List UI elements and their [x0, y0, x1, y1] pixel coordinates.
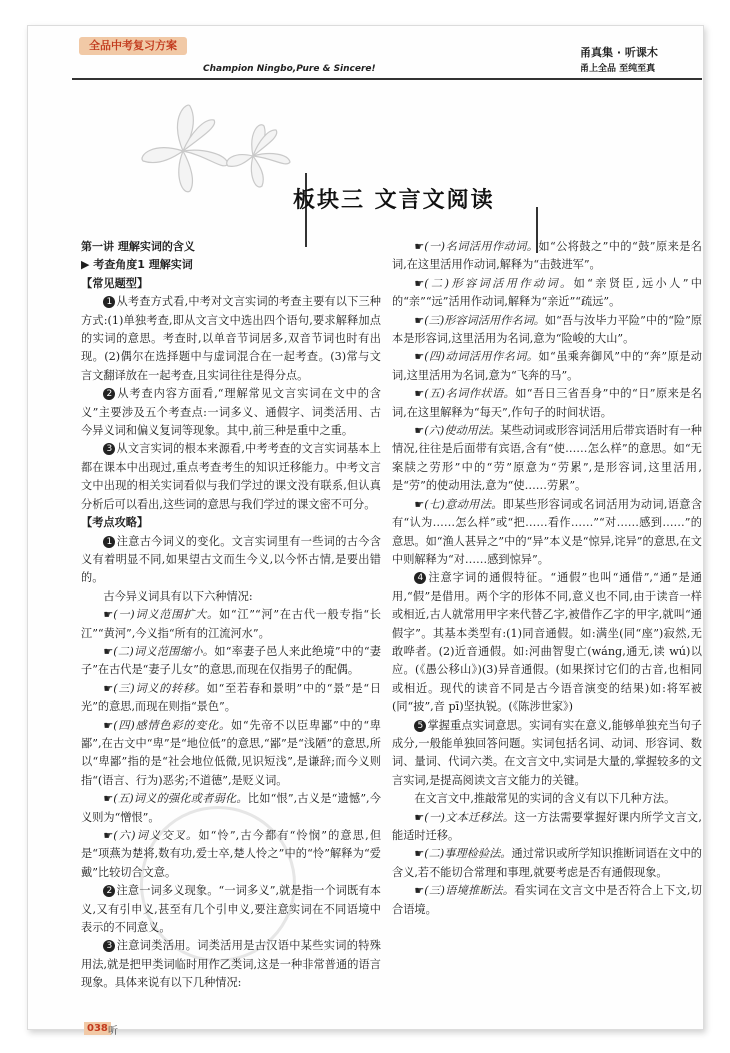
page-word: 听	[108, 1026, 118, 1037]
flower-decoration	[128, 96, 298, 206]
hand-pointer-icon: ☛	[414, 387, 425, 401]
left-column	[81, 238, 381, 993]
header-rule	[72, 78, 702, 80]
list-item: ☛(一)名词活用作动词。如“公将鼓之”中的“鼓”原来是名词,在这里活用作动词,解释为“击鼓进军”。	[392, 240, 702, 272]
paragraph: 3 注意词类活用。词类活用是古汉语中某些实词的特殊用法,就是把甲类词临时用作乙类词,这是一种非常普通的语言现象。具体来说有以下几种情况:	[81, 939, 381, 990]
paragraph: 古今异义词具有以下六种情况:	[103, 589, 253, 603]
hand-pointer-icon: ☛	[103, 829, 114, 842]
paragraph: 4 注意字词的通假特征。“通假”也叫“通借”,“通”是通用,“假”是借用。两个字的形体不同,意义也不同,由于读音一样或相近,古人就常用甲字来代替乙字,被借作乙字的甲字,就叫“通假字”。其基本类型有:(1)同音通假。如:满坐(同“座”)寂然,无敢哗者。(2)近音通假。如:河曲智叟亡(wáng,通无,读 wú)以应。(《愚公移山》)(3)异音通假。(如果探讨它们的古音,也相同或相近。现代的读音不同是古今语音演变的结果)如:将军被(同“披”,音 pī)坚执锐。(《陈涉世家》)	[392, 571, 702, 714]
list-item: ☛(五)词义的强化或者弱化。比如“恨”,古义是“遗憾”,今义则为“憎恨”。	[81, 792, 381, 824]
paragraph: 在文言文中,推敲常见的实词的含义有以下几种方法。	[414, 792, 676, 806]
hand-pointer-icon: ☛	[103, 718, 114, 732]
list-item: ☛(三)词义的转移。如“至若春和景明”中的“景”是“日光”的意思,而现在则指“景色”。	[81, 681, 381, 714]
list-item: ☛(三)形容词活用作名词。如“吾与汝毕力平险”中的“险”原本是形容词,这里活用为名词,意为“险峻的大山”。	[392, 313, 703, 346]
list-item: ☛(四)感情色彩的变化。如“先帝不以臣卑鄙”中的“卑鄙”,在古文中“卑”是“地位低”的意思,“鄙”是“浅陋”的意思,所以“卑鄙”指的是“社会地位低微,见识短浅”,是谦辞;而今义则指“(语言、行为)恶劣;不道德”,是贬义词。	[81, 718, 381, 787]
list-item: ☛(二)事理检验法。通过常识或所学知识推断词语在文中的含义,若不能切合常理和事理,就要考虑是否有通假现象。	[392, 847, 702, 879]
paragraph: 1 从考查方式看,中考对文言实词的考查主要有以下三种方式:(1)单独考查,即从文言文中选出四个语句,要求解释加点的实词的意思。考查时,以单音节词居多,双音节词也时有出现。(2)偶尔在选择题中与虚词混合在一起考查。(3)常与文言文翻译放在一起考查,且实词往往是得分点。	[81, 295, 381, 382]
list-item: ☛(一)文本迁移法。这一方法需要掌握好课内所学文言文,能适时迁移。	[392, 810, 702, 842]
header-right-title: 甬真集 · 听课木	[580, 46, 658, 59]
hand-pointer-icon: ☛	[103, 608, 114, 622]
number-badge: 3	[103, 443, 115, 455]
list-item: ☛(四)动词活用作名词。如“虽乘奔御风”中的“奔”原是动词,这里活用为名词,意为“飞奔的马”。	[392, 350, 702, 382]
hand-pointer-icon: ☛	[414, 313, 425, 327]
hand-pointer-icon: ☛	[414, 810, 425, 824]
hand-pointer-icon: ☛	[103, 681, 114, 695]
hand-pointer-icon: ☛	[414, 424, 425, 438]
hand-pointer-icon: ☛	[414, 276, 425, 290]
hand-pointer-icon: ☛	[414, 350, 425, 364]
list-item: ☛(五)名词作状语。如“吾日三省吾身”中的“日”原来是名词,在这里解释为“每天”,作句子的时间状语。	[392, 387, 702, 419]
paragraph: 2 从考查内容方面看,“理解常见文言实词在文中的含义”主要涉及五个考查点:一词多义、通假字、词类活用、古今异义词和偏义复词等现象。其中,前三种是重中之重。	[81, 387, 381, 438]
list-item: ☛(六)词义交叉。如“怜”,古今都有“怜悯”的意思,但是“项燕为楚将,数有功,爱士卒,楚人怜之”中的“怜”解释为“爱戴”比较切合文意。	[81, 829, 382, 879]
lecture-heading: 第一讲 理解实词的含义	[81, 240, 195, 253]
paragraph: 5 掌握重点实词意思。实词有实在意义,能够单独充当句子成分,一般能单独回答问题。实词包括名词、动词、形容词、数词、量词、代词六类。在文言文中,实词是大量的,掌握较多的文言实词,是提高阅读文言文能力的关键。	[392, 718, 702, 787]
list-item: ☛(二)形容词活用作动词。如“亲贤臣,远小人”中的“亲”“远”活用作动词,解释为“亲近”“疏远”。	[392, 276, 702, 309]
right-column	[392, 238, 702, 919]
number-badge: 1	[103, 536, 115, 548]
paragraph: 1 注意古今词义的变化。文言实词里有一些词的古今含义有着明显不同,如果望古文而生今义,以今怀古情,是要出错的。	[81, 534, 381, 585]
list-item: ☛(六)使动用法。某些动词或形容词活用后带宾语时有一种情况,往往是后面带有宾语,含有“使……怎么样”的意思。如“无案牍之劳形”中的“劳”原意为“劳累”,是形容词,这里活用,是“劳”的使动用法,意为“使……劳累”。	[392, 424, 702, 493]
page-number: 038	[84, 1022, 111, 1035]
header-badge: 全品中考复习方案	[79, 37, 187, 55]
list-item: ☛(三)语境推断法。看实词在文言文中是否符合上下文,切合语境。	[392, 884, 702, 916]
hand-pointer-icon: ☛	[414, 497, 425, 511]
angle-heading: ▶ 考查角度1 理解实词	[81, 258, 193, 272]
hand-pointer-icon: ☛	[414, 847, 425, 861]
header-right-subtitle: 甬上全品 至纯至真	[580, 64, 656, 74]
hand-pointer-icon: ☛	[414, 240, 425, 253]
number-badge: 4	[414, 572, 426, 584]
hand-pointer-icon: ☛	[103, 792, 114, 806]
number-badge: 5	[414, 720, 426, 732]
section-title: 板块三 文言文阅读	[293, 188, 495, 213]
number-badge: 1	[103, 296, 115, 308]
number-badge: 2	[103, 885, 115, 897]
hand-pointer-icon: ☛	[103, 644, 114, 658]
number-badge: 2	[103, 388, 115, 400]
list-item: ☛(七)意动用法。即某些形容词或名词活用为动词,语意含有“认为……怎么样”或“把……看作……”“对……感到……”的意思。如“渔人甚异之”中的“异”本义是“惊异,诧异”的意思,在文中则解释为“对……感到惊异”。	[392, 497, 703, 566]
header-slogan: Champion Ningbo,Pure & Sincere!	[203, 64, 376, 74]
number-badge: 3	[103, 940, 115, 952]
section-heading-strategy: 【考点攻略】	[81, 516, 149, 530]
hand-pointer-icon: ☛	[414, 884, 425, 898]
paragraph: 2 注意一词多义现象。“一词多义”,就是指一个词既有本义,又有引申义,甚至有几个引申义,要注意实词在不同语境中表示的不同意义。	[81, 884, 381, 935]
list-item: ☛(一)词义范围扩大。如“江”“河”在古代一般专指“长江”“黄河”,今义指“所有的江流河水”。	[81, 608, 381, 640]
list-item: ☛(二)词义范围缩小。如“率妻子邑人来此绝境”中的“妻子”在古代是“妻子儿女”的意思,而现在仅指男子的配偶。	[81, 644, 381, 677]
paragraph: 3 从文言实词的根本来源看,中考考查的文言实词基本上都在课本中出现过,重点考查考生的知识迁移能力。中考文言文中出现的相关实词看似与我们学过的课文没有联系,但认真分析后可以看出,这些词的意思与我们学过的课文密不可分。	[81, 442, 381, 511]
section-heading-question-types: 【常见题型】	[81, 276, 149, 290]
